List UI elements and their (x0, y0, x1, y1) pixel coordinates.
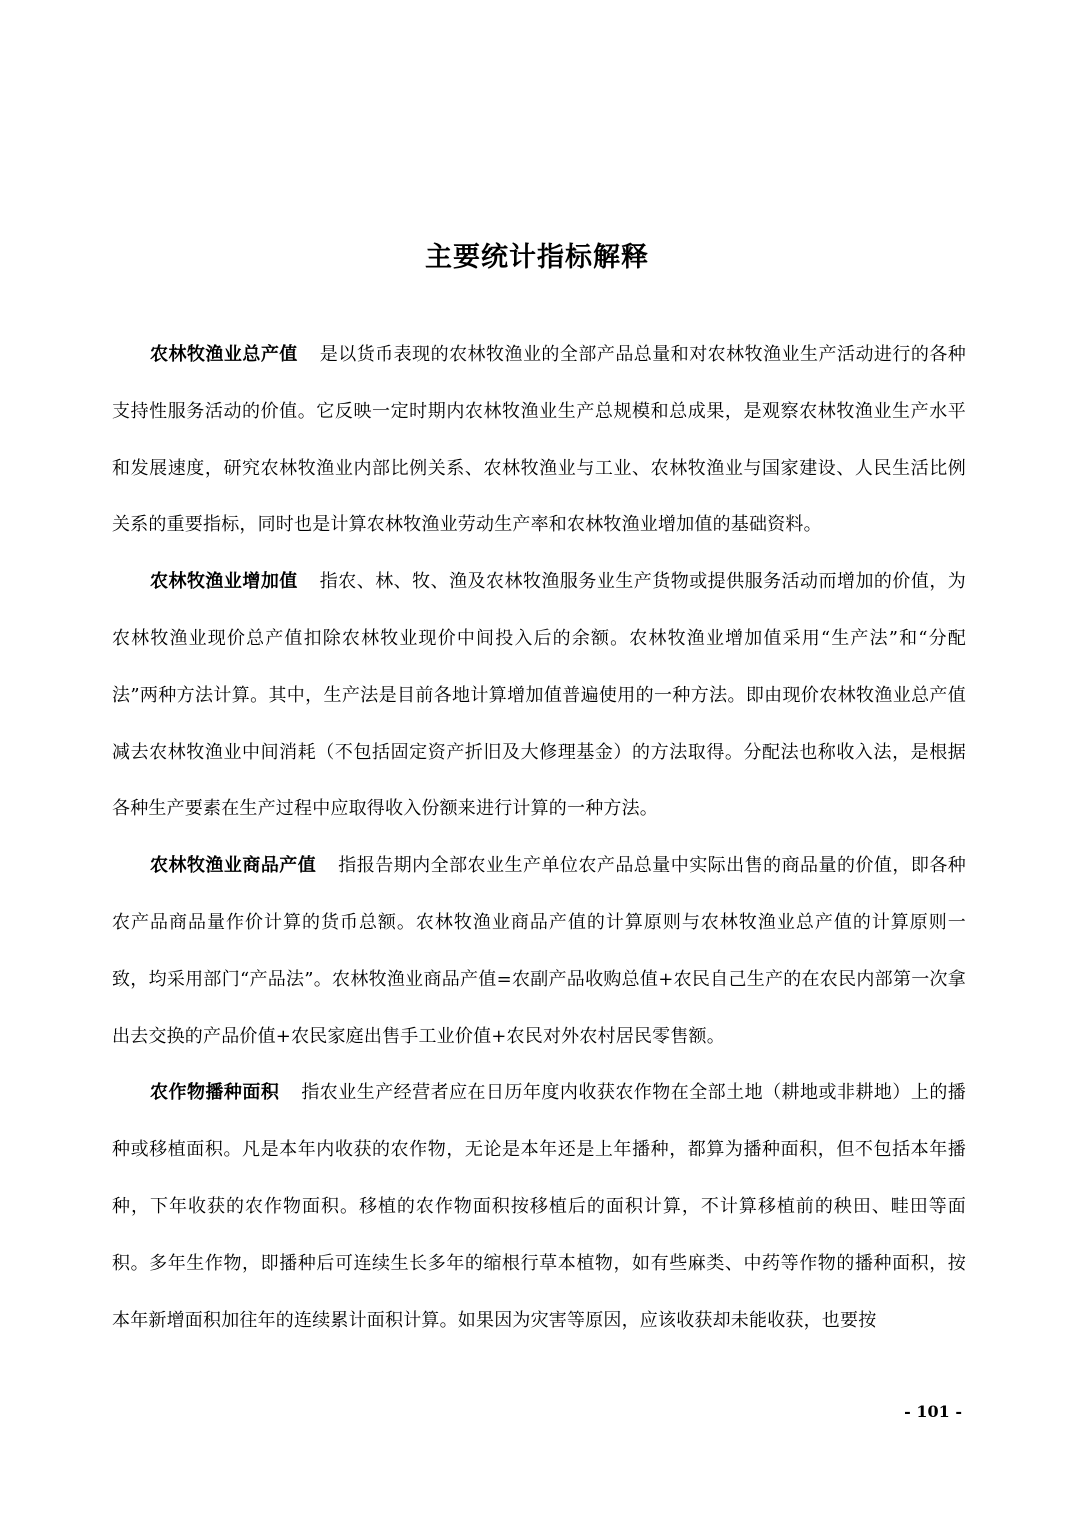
term-heading: 农林牧渔业总产值 (150, 344, 298, 365)
term-definition: 指报告期内全部农业生产单位农产品总量中实际出售的商品量的价值，即各种农产品商品量作价计算的货币总额。农林牧渔业商品产值的计算原则与农林牧渔业总产值的计算原则一致，均采用部门“产品法”。农林牧渔业商品产值=农副产品收购总值+农民自己生产的在农民内部第一次拿出去交换的产品价值+农民家庭出售手工业价值+农民对外农村居民零售额。 (112, 855, 966, 1047)
paragraph-value-added (112, 554, 966, 838)
term-heading: 农林牧渔业增加值 (150, 571, 298, 593)
term-heading: 农林牧渔业商品产值 (150, 855, 317, 877)
page-title: 主要统计指标解释 (425, 242, 649, 274)
document-body (112, 327, 966, 1349)
term-definition: 是以货币表现的农林牧渔业的全部产品总量和对农林牧渔业生产活动进行的各种支持性服务活动的价值。它反映一定时期内农林牧渔业生产总规模和总成果，是观察农林牧渔业生产水平和发展速度，研究农林牧渔业内部比例关系、农林牧渔业与工业、农林牧渔业与国家建设、人民生活比例关系的重要指标，同时也是计算农林牧渔业劳动生产率和农林牧渔业增加值的基础资料。 (112, 344, 966, 536)
paragraph-total-output-value (112, 327, 966, 554)
paragraph-commodity-output-value (112, 838, 966, 1065)
term-definition: 指农业生产经营者应在日历年度内收获农作物在全部土地（耕地或非耕地）上的播种或移植面积。凡是本年内收获的农作物，无论是本年还是上年播种，都算为播种面积，但不包括本年播种，下年收获的农作物面积。移植的农作物面积按移植后的面积计算，不计算移植前的秧田、畦田等面积。多年生作物，即播种后可连续生长多年的缩根行草本植物，如有些麻类、中药等作物的播种面积，按本年新增面积加往年的连续累计面积计算。如果因为灾害等原因，应该收获却未能收获，也要按 (112, 1082, 967, 1331)
term-heading: 农作物播种面积 (150, 1082, 280, 1104)
term-definition: 指农、林、牧、渔及农林牧渔服务业生产货物或提供服务活动而增加的价值，为农林牧渔业现价总产值扣除农林牧业现价中间投入后的余额。农林牧渔业增加值采用“生产法”和“分配法”两种方法计算。其中，生产法是目前各地计算增加值普遍使用的一种方法。即由现价农林牧渔业总产值减去农林牧渔业中间消耗（不包括固定资产折旧及大修理基金）的方法取得。分配法也称收入法，是根据各种生产要素在生产过程中应取得收入份额来进行计算的一种方法。 (112, 571, 966, 820)
page-number: - 101 - (904, 1402, 962, 1421)
paragraph-sown-area (112, 1065, 966, 1349)
